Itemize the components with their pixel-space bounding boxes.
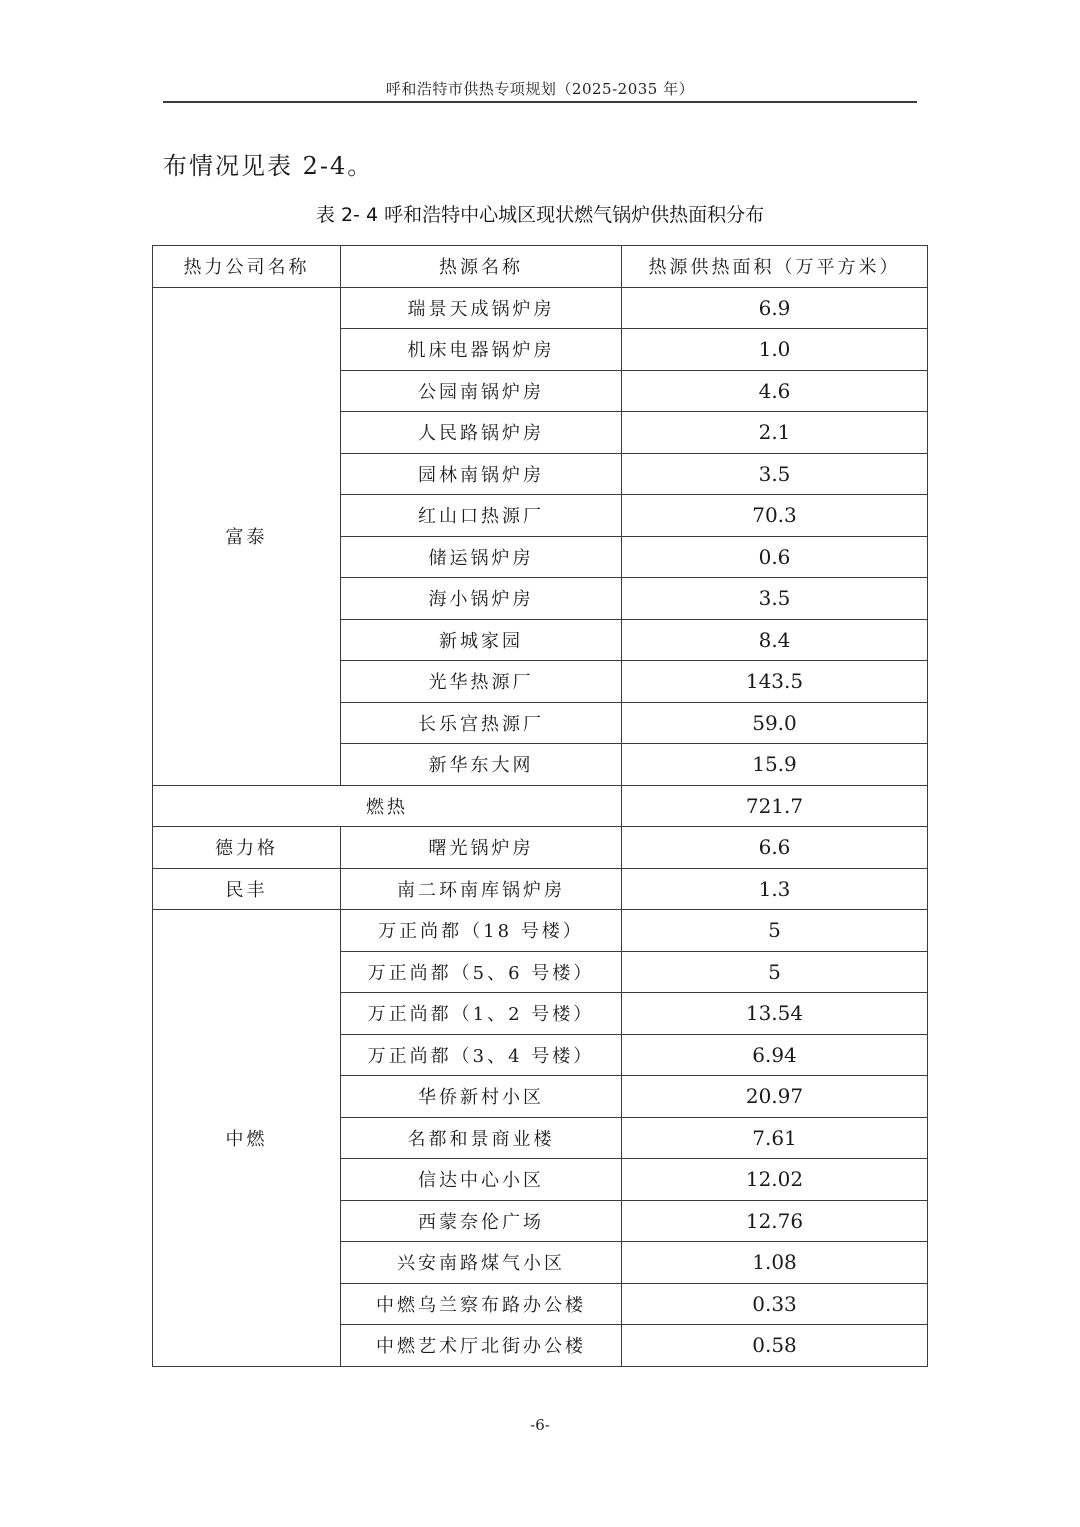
- source-cell: 公园南锅炉房: [341, 370, 622, 412]
- header-company: 热力公司名称: [153, 246, 341, 288]
- source-cell: 长乐宫热源厂: [341, 702, 622, 744]
- area-cell: 721.7: [622, 785, 928, 827]
- company-cell: 民丰: [153, 868, 341, 910]
- source-cell: 万正尚都（5、6 号楼）: [341, 951, 622, 993]
- area-cell: 12.76: [622, 1200, 928, 1242]
- source-cell: 中燃乌兰察布路办公楼: [341, 1283, 622, 1325]
- area-cell: 70.3: [622, 495, 928, 537]
- table-row: [153, 785, 928, 827]
- area-cell: 4.6: [622, 370, 928, 412]
- area-cell: 15.9: [622, 744, 928, 786]
- source-cell: 万正尚都（1、2 号楼）: [341, 993, 622, 1035]
- area-cell: 1.08: [622, 1242, 928, 1284]
- table-row: [153, 868, 928, 910]
- area-cell: 2.1: [622, 412, 928, 454]
- source-cell: 新城家园: [341, 619, 622, 661]
- source-cell: 西蒙奈伦广场: [341, 1200, 622, 1242]
- area-cell: 7.61: [622, 1117, 928, 1159]
- area-cell: 3.5: [622, 578, 928, 620]
- area-cell: 0.33: [622, 1283, 928, 1325]
- body-text: 布情况见表 2-4。: [163, 152, 374, 180]
- company-cell: 燃热: [153, 785, 622, 827]
- company-cell: 德力格: [153, 827, 341, 869]
- source-cell: 华侨新村小区: [341, 1076, 622, 1118]
- table-row: [153, 287, 928, 329]
- source-cell: 园林南锅炉房: [341, 453, 622, 495]
- table-row: [153, 910, 928, 952]
- source-cell: 曙光锅炉房: [341, 827, 622, 869]
- header-rule: [163, 101, 917, 103]
- source-cell: 人民路锅炉房: [341, 412, 622, 454]
- source-cell: 机床电器锅炉房: [341, 329, 622, 371]
- page-number: -6-: [530, 1416, 550, 1434]
- source-cell: 名都和景商业楼: [341, 1117, 622, 1159]
- header-source: 热源名称: [341, 246, 622, 288]
- area-cell: 12.02: [622, 1159, 928, 1201]
- source-cell: 海小锅炉房: [341, 578, 622, 620]
- area-cell: 5: [622, 910, 928, 952]
- source-cell: 南二环南库锅炉房: [341, 868, 622, 910]
- table-row: [153, 827, 928, 869]
- table-caption: 表 2- 4 呼和浩特中心城区现状燃气锅炉供热面积分布: [315, 204, 765, 226]
- area-cell: 13.54: [622, 993, 928, 1035]
- source-cell: 瑞景天成锅炉房: [341, 287, 622, 329]
- source-cell: 红山口热源厂: [341, 495, 622, 537]
- table-header-row: [153, 246, 928, 288]
- header-area: 热源供热面积（万平方米）: [622, 246, 928, 288]
- source-cell: 新华东大网: [341, 744, 622, 786]
- area-cell: 1.0: [622, 329, 928, 371]
- table-body: [153, 287, 928, 1366]
- source-cell: 光华热源厂: [341, 661, 622, 703]
- area-cell: 8.4: [622, 619, 928, 661]
- source-cell: 储运锅炉房: [341, 536, 622, 578]
- company-cell: 中燃: [153, 910, 341, 1367]
- area-cell: 0.6: [622, 536, 928, 578]
- heating-area-table: [152, 245, 928, 1367]
- running-header: 呼和浩特市供热专项规划（2025-2035 年）: [385, 80, 695, 98]
- company-cell: 富泰: [153, 287, 341, 785]
- area-cell: 3.5: [622, 453, 928, 495]
- source-cell: 兴安南路煤气小区: [341, 1242, 622, 1284]
- area-cell: 6.94: [622, 1034, 928, 1076]
- area-cell: 59.0: [622, 702, 928, 744]
- area-cell: 6.9: [622, 287, 928, 329]
- source-cell: 万正尚都（18 号楼）: [341, 910, 622, 952]
- source-cell: 中燃艺术厅北街办公楼: [341, 1325, 622, 1367]
- source-cell: 万正尚都（3、4 号楼）: [341, 1034, 622, 1076]
- source-cell: 信达中心小区: [341, 1159, 622, 1201]
- area-cell: 143.5: [622, 661, 928, 703]
- area-cell: 1.3: [622, 868, 928, 910]
- area-cell: 6.6: [622, 827, 928, 869]
- area-cell: 0.58: [622, 1325, 928, 1367]
- area-cell: 20.97: [622, 1076, 928, 1118]
- area-cell: 5: [622, 951, 928, 993]
